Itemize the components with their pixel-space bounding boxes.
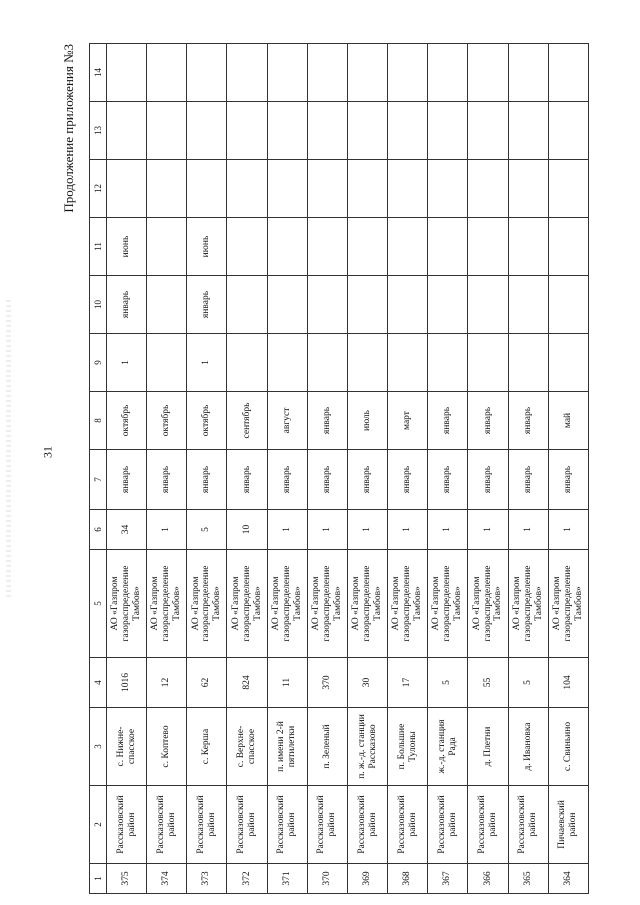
page-number: 31 bbox=[40, 446, 55, 458]
column-header: 7 bbox=[90, 450, 107, 510]
table-cell: АО «Газпром газораспределение Тамбов» bbox=[147, 550, 187, 658]
column-header: 5 bbox=[90, 550, 107, 658]
table-cell bbox=[388, 44, 428, 102]
table-cell: с. Свиньино bbox=[548, 708, 588, 786]
table-cell bbox=[388, 160, 428, 218]
table-cell: 5 bbox=[508, 658, 548, 708]
table-cell bbox=[107, 160, 147, 218]
table-cell bbox=[227, 102, 267, 160]
table-cell: Рассказовский район bbox=[508, 786, 548, 864]
table-cell: 55 bbox=[468, 658, 508, 708]
table-cell bbox=[187, 102, 227, 160]
table-cell bbox=[267, 44, 307, 102]
column-header: 6 bbox=[90, 510, 107, 550]
table-cell: январь bbox=[227, 450, 267, 510]
table-cell: Рассказовский район bbox=[187, 786, 227, 864]
table-cell: июнь bbox=[187, 218, 227, 276]
table-cell: Рассказовский район bbox=[107, 786, 147, 864]
table-cell: сентябрь bbox=[227, 392, 267, 450]
table-cell: 370 bbox=[307, 658, 347, 708]
table-cell bbox=[428, 334, 468, 392]
table-cell bbox=[548, 276, 588, 334]
table-cell: д. Ивановка bbox=[508, 708, 548, 786]
table-cell bbox=[468, 218, 508, 276]
table-cell: АО «Газпром газораспределение Тамбов» bbox=[347, 550, 387, 658]
table-cell bbox=[508, 276, 548, 334]
table-cell bbox=[347, 160, 387, 218]
table-cell: 1 bbox=[187, 334, 227, 392]
table-cell: с. Нижне-спасское bbox=[107, 708, 147, 786]
table-cell bbox=[307, 160, 347, 218]
table-cell bbox=[508, 334, 548, 392]
table-cell: АО «Газпром газораспределение Тамбов» bbox=[187, 550, 227, 658]
table-cell: октябрь bbox=[107, 392, 147, 450]
table-cell: 1016 bbox=[107, 658, 147, 708]
table-cell bbox=[468, 44, 508, 102]
table-cell: 369 bbox=[347, 864, 387, 894]
table-cell: 1 bbox=[347, 510, 387, 550]
table-cell: 1 bbox=[267, 510, 307, 550]
table-cell: АО «Газпром газораспределение Тамбов» bbox=[107, 550, 147, 658]
table-cell bbox=[388, 218, 428, 276]
table-cell: п. имени 2-й пятилетки bbox=[267, 708, 307, 786]
table-cell: АО «Газпром газораспределение Тамбов» bbox=[428, 550, 468, 658]
table-cell bbox=[428, 102, 468, 160]
table-cell: д. Плетни bbox=[468, 708, 508, 786]
table-cell bbox=[147, 334, 187, 392]
table-cell bbox=[307, 276, 347, 334]
table-cell: январь bbox=[307, 450, 347, 510]
table-row bbox=[388, 44, 428, 894]
table-row bbox=[227, 44, 267, 894]
table-cell: 375 bbox=[107, 864, 147, 894]
table-cell bbox=[147, 276, 187, 334]
table-cell bbox=[347, 218, 387, 276]
table-cell: май bbox=[548, 392, 588, 450]
table-cell: ж.-д. станция Рада bbox=[428, 708, 468, 786]
table-cell: 824 bbox=[227, 658, 267, 708]
table-cell: 62 bbox=[187, 658, 227, 708]
table-cell bbox=[227, 276, 267, 334]
table-row bbox=[307, 44, 347, 894]
table-cell bbox=[307, 102, 347, 160]
table-cell bbox=[307, 44, 347, 102]
table-cell: АО «Газпром газораспределение Тамбов» bbox=[468, 550, 508, 658]
table-cell bbox=[388, 334, 428, 392]
table-cell: январь bbox=[548, 450, 588, 510]
table-cell: январь bbox=[107, 276, 147, 334]
table-cell bbox=[307, 334, 347, 392]
table-cell: 1 bbox=[388, 510, 428, 550]
table-cell: январь bbox=[508, 392, 548, 450]
column-header: 13 bbox=[90, 102, 107, 160]
table-cell: 368 bbox=[388, 864, 428, 894]
table-cell: 1 bbox=[147, 510, 187, 550]
table-cell: с. Керша bbox=[187, 708, 227, 786]
table-cell bbox=[347, 44, 387, 102]
table-cell: п. Большие Тулоны bbox=[388, 708, 428, 786]
table-cell: январь bbox=[508, 450, 548, 510]
table-cell: октябрь bbox=[147, 392, 187, 450]
table-cell bbox=[147, 218, 187, 276]
table-cell bbox=[508, 160, 548, 218]
table-cell: Рассказовский район bbox=[428, 786, 468, 864]
column-header: 1 bbox=[90, 864, 107, 894]
column-header: 3 bbox=[90, 708, 107, 786]
table-row bbox=[187, 44, 227, 894]
table-cell bbox=[388, 276, 428, 334]
table-cell: Рассказовский район bbox=[227, 786, 267, 864]
table-cell bbox=[267, 276, 307, 334]
table-cell bbox=[347, 334, 387, 392]
table-row bbox=[267, 44, 307, 894]
table-cell: январь bbox=[347, 450, 387, 510]
table-cell: 17 bbox=[388, 658, 428, 708]
table-cell: Рассказовский район bbox=[468, 786, 508, 864]
table-cell: Рассказовский район bbox=[388, 786, 428, 864]
table-cell: АО «Газпром газораспределение Тамбов» bbox=[307, 550, 347, 658]
appendix-caption: Продолжение приложения №3 bbox=[61, 44, 76, 213]
table-cell bbox=[267, 160, 307, 218]
table-cell bbox=[428, 276, 468, 334]
table-cell bbox=[267, 334, 307, 392]
table-row bbox=[147, 44, 187, 894]
table-cell: 30 bbox=[347, 658, 387, 708]
table-cell: январь bbox=[147, 450, 187, 510]
table-cell: 10 bbox=[227, 510, 267, 550]
table-cell: с. Верхне-спасское bbox=[227, 708, 267, 786]
table-cell bbox=[548, 102, 588, 160]
table-cell: август bbox=[267, 392, 307, 450]
table-cell bbox=[468, 102, 508, 160]
table-cell: Рассказовский район bbox=[307, 786, 347, 864]
table-cell: март bbox=[388, 392, 428, 450]
table-cell: январь bbox=[428, 450, 468, 510]
column-header: 10 bbox=[90, 276, 107, 334]
table-cell bbox=[468, 276, 508, 334]
table-cell bbox=[468, 334, 508, 392]
table-cell: АО «Газпром газораспределение Тамбов» bbox=[267, 550, 307, 658]
table-row bbox=[468, 44, 508, 894]
table-cell: июль bbox=[347, 392, 387, 450]
table-cell: январь bbox=[428, 392, 468, 450]
table-cell: АО «Газпром газораспределение Тамбов» bbox=[227, 550, 267, 658]
table-cell: Рассказовский район bbox=[347, 786, 387, 864]
table-cell: АО «Газпром газораспределение Тамбов» bbox=[508, 550, 548, 658]
table-cell: январь bbox=[388, 450, 428, 510]
table-cell: 374 bbox=[147, 864, 187, 894]
table-cell bbox=[347, 102, 387, 160]
table-cell bbox=[508, 102, 548, 160]
table-cell bbox=[107, 102, 147, 160]
table-cell bbox=[187, 160, 227, 218]
rotated-table-block bbox=[61, 44, 589, 894]
column-header: 12 bbox=[90, 160, 107, 218]
table-cell bbox=[428, 218, 468, 276]
table-cell: Рассказовский район bbox=[147, 786, 187, 864]
table-cell: 1 bbox=[428, 510, 468, 550]
table-cell bbox=[548, 160, 588, 218]
table-cell: 371 bbox=[267, 864, 307, 894]
table-cell: январь bbox=[187, 276, 227, 334]
table-cell: 11 bbox=[267, 658, 307, 708]
table-cell: 5 bbox=[428, 658, 468, 708]
column-header: 11 bbox=[90, 218, 107, 276]
table-cell bbox=[347, 276, 387, 334]
table-cell: июнь bbox=[107, 218, 147, 276]
column-header: 14 bbox=[90, 44, 107, 102]
column-header: 4 bbox=[90, 658, 107, 708]
table-row bbox=[548, 44, 588, 894]
table-cell: январь bbox=[187, 450, 227, 510]
table-cell: январь bbox=[307, 392, 347, 450]
table-cell: январь bbox=[267, 450, 307, 510]
table-cell: АО «Газпром газораспределение Тамбов» bbox=[388, 550, 428, 658]
table-row bbox=[428, 44, 468, 894]
column-header: 8 bbox=[90, 392, 107, 450]
table-cell bbox=[508, 44, 548, 102]
table-cell: 370 bbox=[307, 864, 347, 894]
table-cell bbox=[548, 44, 588, 102]
table-cell: Пичаевский район bbox=[548, 786, 588, 864]
table-cell bbox=[267, 218, 307, 276]
appendix-table bbox=[89, 43, 589, 894]
table-row bbox=[508, 44, 548, 894]
table-cell bbox=[548, 218, 588, 276]
table-cell: 1 bbox=[107, 334, 147, 392]
table-cell: п. ж.-д. станции Рассказово bbox=[347, 708, 387, 786]
table-cell bbox=[227, 334, 267, 392]
table-cell: 367 bbox=[428, 864, 468, 894]
table-cell: 5 bbox=[187, 510, 227, 550]
table-cell: 372 bbox=[227, 864, 267, 894]
table-cell: 366 bbox=[468, 864, 508, 894]
table-cell bbox=[388, 102, 428, 160]
column-header: 9 bbox=[90, 334, 107, 392]
table-cell bbox=[428, 160, 468, 218]
table-cell: с. Коптево bbox=[147, 708, 187, 786]
table-cell bbox=[508, 218, 548, 276]
table-cell bbox=[227, 218, 267, 276]
column-header: 2 bbox=[90, 786, 107, 864]
table-cell: 1 bbox=[548, 510, 588, 550]
table-cell bbox=[147, 102, 187, 160]
table-cell: АО «Газпром газораспределение Тамбов» bbox=[548, 550, 588, 658]
table-cell: 12 bbox=[147, 658, 187, 708]
table-cell: 34 bbox=[107, 510, 147, 550]
table-cell bbox=[227, 44, 267, 102]
table-cell bbox=[428, 44, 468, 102]
table-cell bbox=[147, 160, 187, 218]
table-row bbox=[347, 44, 387, 894]
table-cell bbox=[227, 160, 267, 218]
table-cell bbox=[307, 218, 347, 276]
table-cell: п. Зеленый bbox=[307, 708, 347, 786]
table-cell: 1 bbox=[508, 510, 548, 550]
table-cell: 365 bbox=[508, 864, 548, 894]
table-cell bbox=[187, 44, 227, 102]
header-row bbox=[90, 44, 107, 894]
table-cell bbox=[468, 160, 508, 218]
table-cell: 364 bbox=[548, 864, 588, 894]
table-cell bbox=[548, 334, 588, 392]
table-body bbox=[90, 44, 589, 894]
table-cell: Рассказовский район bbox=[267, 786, 307, 864]
table-cell bbox=[267, 102, 307, 160]
table-cell: январь bbox=[107, 450, 147, 510]
table-cell: 373 bbox=[187, 864, 227, 894]
table-cell bbox=[147, 44, 187, 102]
table-cell bbox=[107, 44, 147, 102]
scan-artifact bbox=[6, 300, 11, 600]
table-cell: 1 bbox=[468, 510, 508, 550]
table-cell: январь bbox=[468, 450, 508, 510]
table-cell: 104 bbox=[548, 658, 588, 708]
table-cell: октябрь bbox=[187, 392, 227, 450]
table-row bbox=[107, 44, 147, 894]
table-cell: 1 bbox=[307, 510, 347, 550]
table-cell: январь bbox=[468, 392, 508, 450]
